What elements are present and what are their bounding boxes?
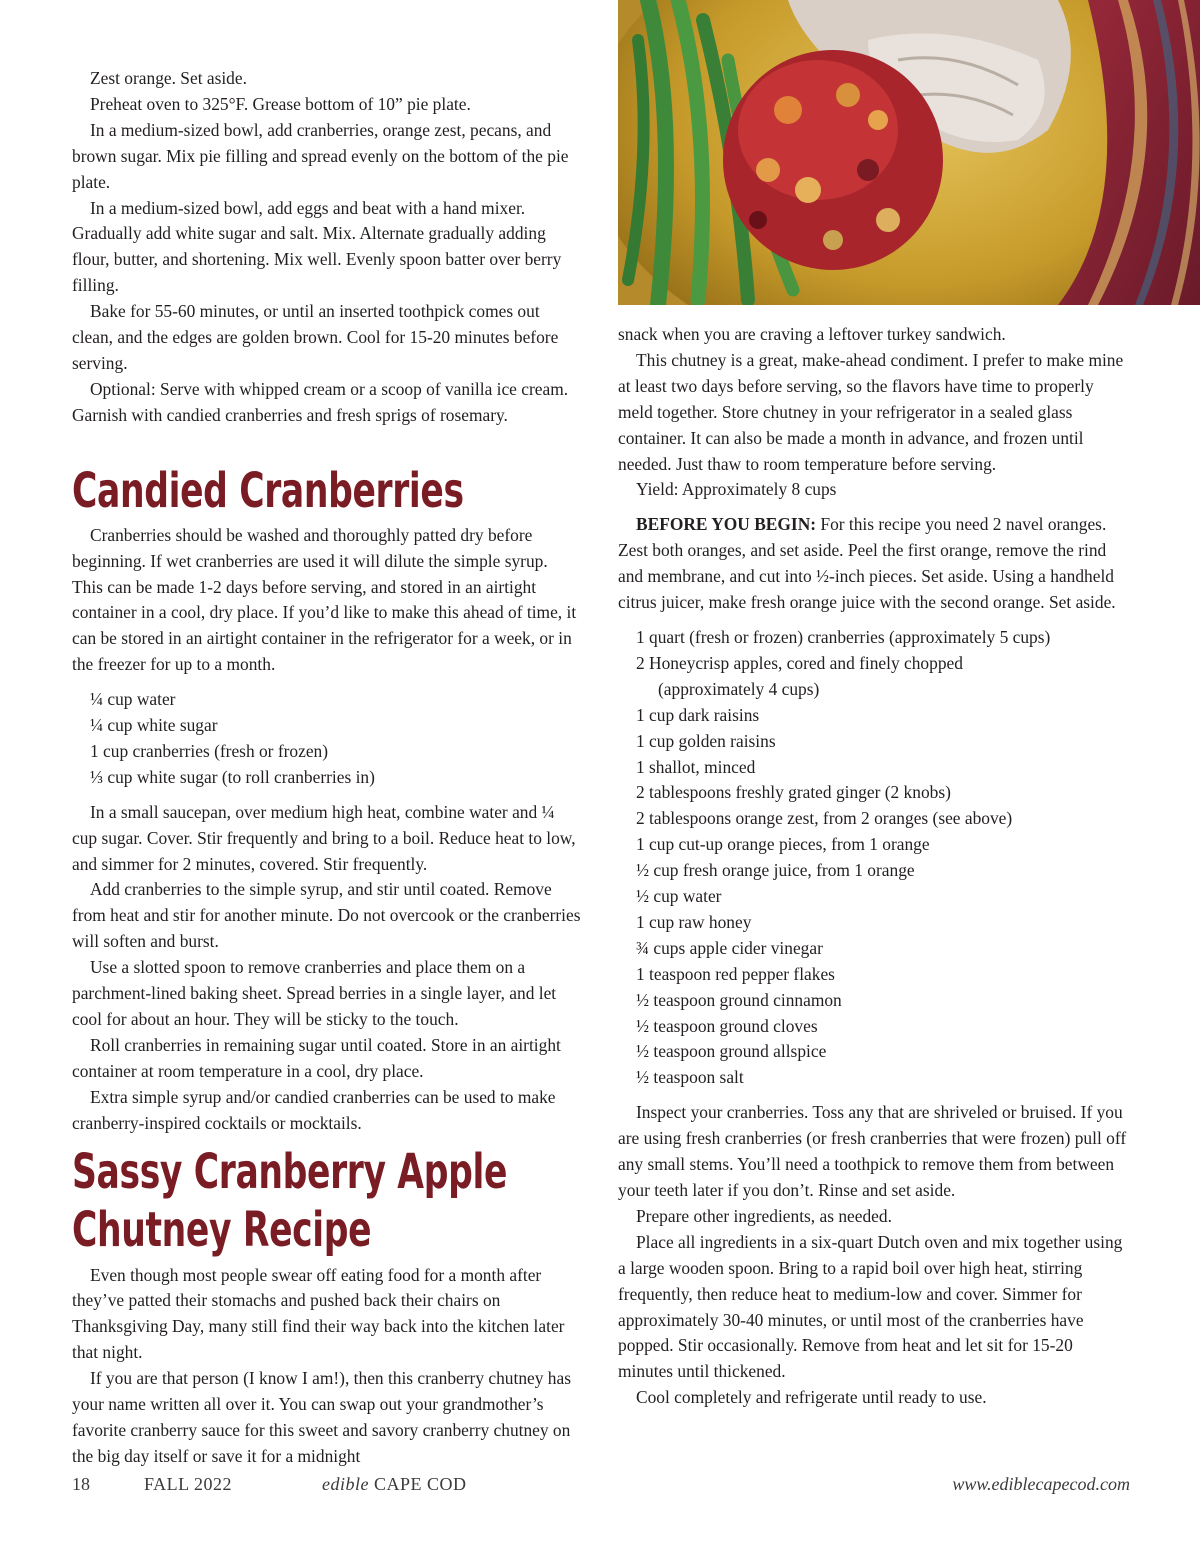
ingredient-continuation: (approximately 4 cups) — [658, 678, 820, 699]
candied-step: Extra simple syrup and/or candied cranberries can be used to make cranberry-inspired cocktails or mocktails. — [72, 1086, 556, 1133]
chutney-photo — [618, 0, 1200, 305]
candied-step: In a small saucepan, over medium high heat, combine water and ¼ cup sugar. Cover. Stir frequently and bring to a boil. Reduce heat to low, and simmer for 2 minutes, covered. Stir frequently. — [72, 801, 576, 874]
before-you-begin — [618, 512, 1132, 616]
left-column — [72, 66, 582, 1470]
chutney-intro: Even though most people swear off eating food for a month after they’ve patted their stomachs and pushed back their chairs on Thanksgiving Day, many still find their way back into the kitchen later that night. — [72, 1264, 565, 1363]
ingredient-item: 2 tablespoons freshly grated ginger (2 knobs) — [636, 782, 951, 803]
pie-step: In a medium-sized bowl, add cranberries, orange zest, pecans, and brown sugar. Mix pie filling and spread evenly on the bottom of the pie plate. — [72, 119, 569, 192]
ingredient-item: 1 cup dark raisins — [636, 704, 760, 725]
chutney-intro: If you are that person (I know I am!), then this cranberry chutney has your name written all over it. You can swap out your grandmother’s favorite cranberry sauce for this sweet and savory cranberry chutney on the big day itself or save it for a midnight — [72, 1368, 571, 1466]
chutney-recipe-heading — [72, 1143, 508, 1259]
chutney-step: Inspect your cranberries. Toss any that are shriveled or bruised. If you are using fresh cranberries (or fresh cranberries that were frozen) pull off any small stems. You’ll need a toothpick to remove them from between your teeth later if you don’t. Rinse and set aside. — [618, 1102, 1127, 1200]
chutney-continuation: snack when you are craving a leftover turkey sandwich. — [618, 324, 1006, 344]
ingredient-item: ¼ cup water — [90, 689, 176, 710]
ingredient-item: ½ cup fresh orange juice, from 1 orange — [636, 860, 915, 881]
pie-step: Optional: Serve with whipped cream or a scoop of vanilla ice cream. Garnish with candied cranberries and fresh sprigs of rosemary. — [72, 378, 569, 425]
before-you-begin-label: BEFORE YOU BEGIN: — [636, 514, 817, 535]
ingredient-item: 1 cup raw honey — [636, 911, 752, 932]
ingredient-item: 1 cup cranberries (fresh or frozen) — [90, 740, 329, 761]
ingredient-item: ⅓ cup white sugar (to roll cranberries in) — [90, 766, 375, 787]
ingredient-item: ½ cup water — [636, 886, 722, 907]
before-you-begin-text: For this recipe you need 2 navel oranges. Zest both oranges, and set aside. Peel the first orange, remove the rind and membrane, and cut into ½-inch pieces. Set aside. Using a handheld citrus juicer, make fresh orange juice with the second orange. Set aside. — [618, 514, 1116, 613]
ingredient-item: 1 shallot, minced — [636, 756, 756, 777]
pie-step: Zest orange. Set aside. — [90, 68, 247, 88]
pie-step: In a medium-sized bowl, add eggs and beat with a hand mixer. Gradually add white sugar and salt. Mix. Alternate gradually adding flour, butter, and shortening. Mix well. Evenly spoon batter over berry filling. — [72, 197, 562, 296]
ingredient-item: 2 tablespoons orange zest, from 2 oranges (see above) — [636, 808, 1013, 829]
ingredient-item: ¼ cup white sugar — [90, 715, 218, 736]
ingredient-item: ½ teaspoon ground allspice — [636, 1041, 827, 1062]
ingredient-item: 1 cup golden raisins — [636, 730, 776, 751]
chutney-mound — [723, 50, 943, 270]
ingredient-item — [636, 651, 1132, 703]
chutney-ingredient-list — [618, 625, 1132, 1091]
chutney-heading-line1: Sassy Cranberry Apple — [72, 1143, 508, 1200]
ingredient-item: 1 teaspoon red pepper flakes — [636, 963, 835, 984]
page-footer — [72, 1474, 1130, 1500]
ingredient-item: ½ teaspoon salt — [636, 1067, 744, 1088]
pie-step: Bake for 55-60 minutes, or until an inserted toothpick comes out clean, and the edges are golden brown. Cool for 15-20 minutes before serving. — [72, 301, 559, 373]
candied-step: Use a slotted spoon to remove cranberries and place them on a parchment-lined baking sheet. Spread berries in a single layer, and let cool for about an hour. They will be sticky to the touch. — [72, 957, 557, 1029]
magazine-name-italic: edible — [322, 1474, 369, 1494]
ingredient-item: ½ teaspoon ground cloves — [636, 1015, 818, 1036]
ingredient-item: 1 quart (fresh or frozen) cranberries (approximately 5 cups) — [636, 626, 1051, 647]
chutney-paragraph: This chutney is a great, make-ahead condiment. I prefer to make mine at least two days before serving, so the flavors have time to properly meld together. Store chutney in your refrigerator in a sealed glass container. It can also be made a month in advance, and frozen until needed. Just thaw to room temperature before serving. — [618, 349, 1124, 474]
chutney-plate-illustration — [618, 0, 1200, 305]
chutney-step: Prepare other ingredients, as needed. — [636, 1205, 892, 1226]
page-number: 18 — [72, 1474, 90, 1494]
right-column — [618, 322, 1132, 1411]
candied-step: Add cranberries to the simple syrup, and stir until coated. Remove from heat and stir for another minute. Do not overcook or the cranberries will soften and burst. — [72, 879, 581, 952]
ingredient-text: 2 Honeycrisp apples, cored and finely chopped — [636, 652, 963, 673]
candied-ingredient-list — [72, 687, 582, 791]
candied-cranberries-heading: Candied Cranberries — [72, 462, 464, 519]
ingredient-item: 1 cup cut-up orange pieces, from 1 orange — [636, 834, 930, 855]
chutney-heading-line2: Chutney Recipe — [72, 1201, 372, 1258]
magazine-name — [322, 1474, 467, 1495]
chutney-step: Place all ingredients in a six-quart Dutch oven and mix together using a large wooden spoon. Bring to a rapid boil over high heat, stirring frequently, then reduce heat to medium-low and cover. Simmer for approximately 30-40 minutes, or until most of the cranberries have popped. Stir occasionally. Remove from heat and let sit for 15-20 minutes until thickened. — [618, 1231, 1123, 1382]
ingredient-item: ½ teaspoon ground cinnamon — [636, 989, 842, 1010]
magazine-name-rest: CAPE COD — [368, 1474, 467, 1494]
chutney-step: Cool completely and refrigerate until ready to use. — [636, 1387, 987, 1408]
issue-label: FALL 2022 — [144, 1474, 232, 1494]
ingredient-item: ¾ cups apple cider vinegar — [636, 937, 823, 958]
website-link[interactable]: www.ediblecapecod.com — [952, 1474, 1130, 1494]
pie-step: Preheat oven to 325°F. Grease bottom of 10” pie plate. — [90, 93, 471, 114]
chutney-yield: Yield: Approximately 8 cups — [636, 479, 837, 500]
candied-step: Roll cranberries in remaining sugar until coated. Store in an airtight container at room temperature in a cool, dry place. — [72, 1034, 561, 1081]
candied-intro: Cranberries should be washed and thoroughly patted dry before beginning. If wet cranberries are used it will dilute the simple syrup. This can be made 1-2 days before serving, and stored in an airtight container in a cool, dry place. If you’d like to make this ahead of time, it can be stored in an airtight container in the refrigerator for a week, or in the freezer for up to a month. — [72, 524, 577, 675]
